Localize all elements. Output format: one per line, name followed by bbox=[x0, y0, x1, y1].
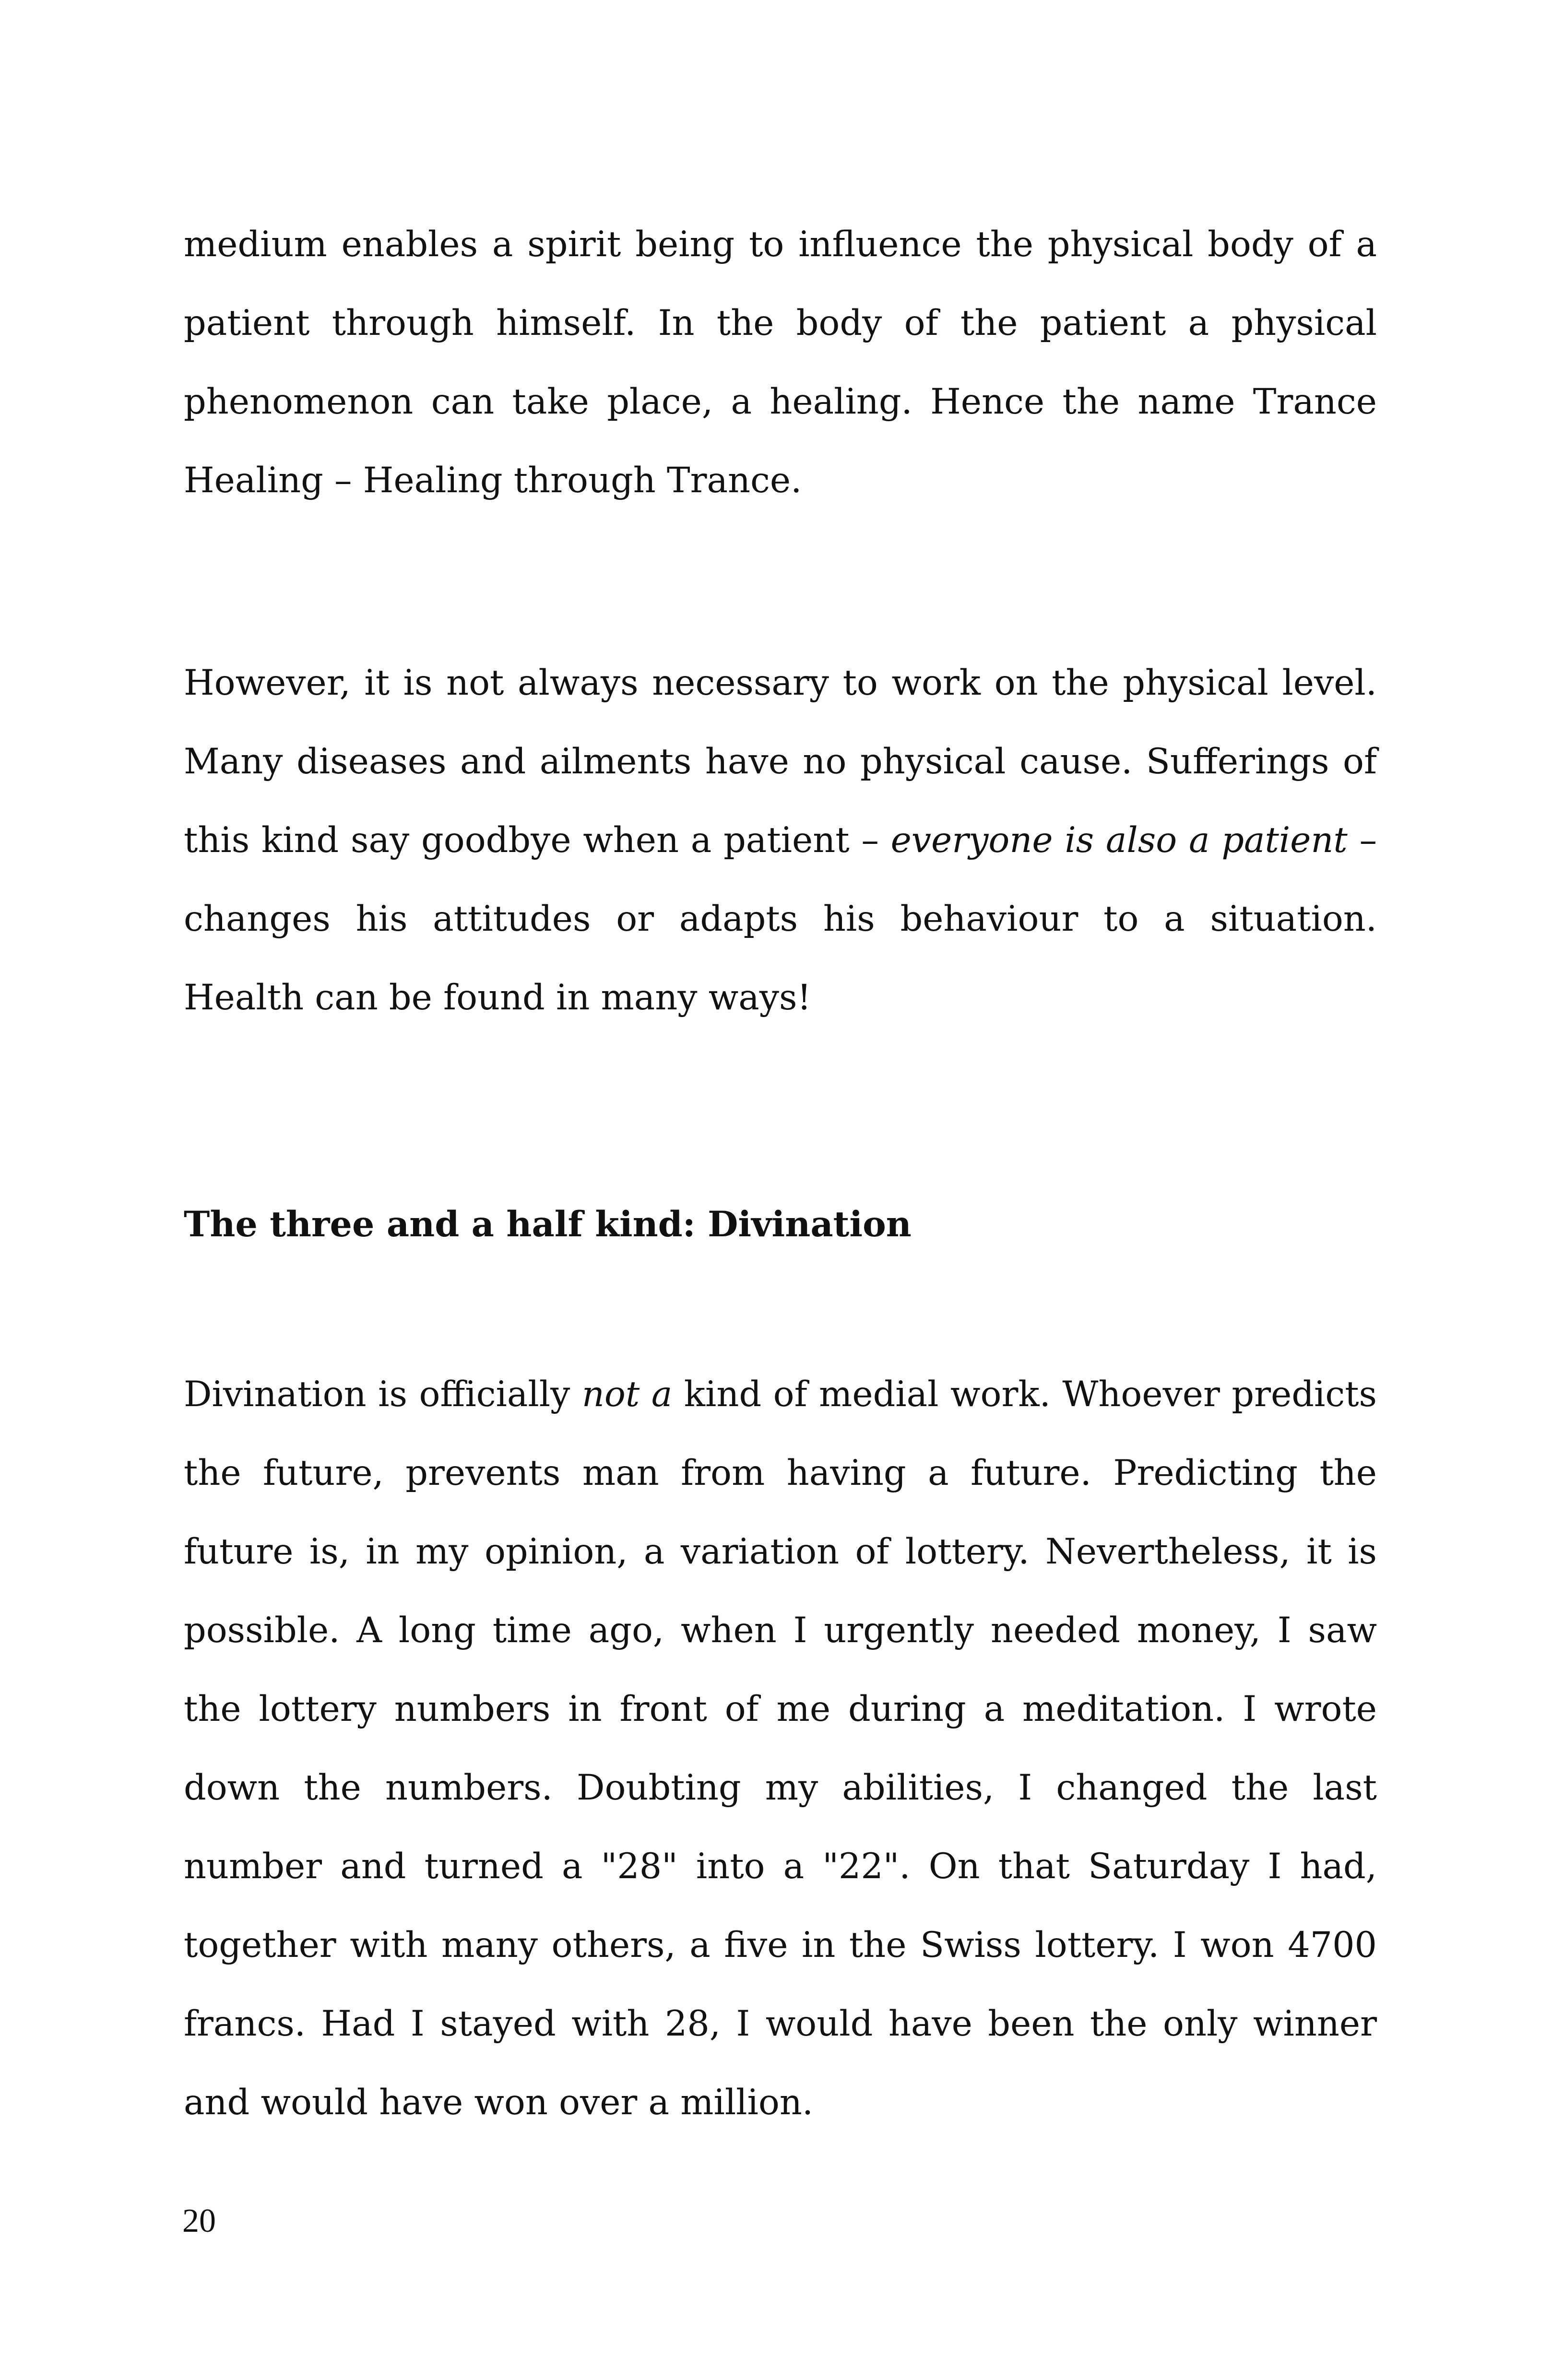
emphasis-text: not a bbox=[581, 1374, 673, 1415]
paragraph-text-part: kind of medial work. Whoever predicts the future, prevents man from having a future. Predicting the future is, in my opinion, a variation of lottery. Nevertheless, it is possible. A long time ago, when I urgently needed money, I saw the lottery numbers in front of me during a meditation. I wrote down the numbers. Doubting my abilities, I changed the last number and turned a "28" into a "22". On that Saturday I had, together with many others, a five in the Swiss lottery. I won 4700 francs. Had I stayed with 28, I would have been the only winner and would have won over a million. bbox=[184, 1374, 1377, 2123]
paragraph-text-part: Divination is officially bbox=[184, 1374, 582, 1415]
paragraph-physical-level bbox=[184, 644, 1377, 1037]
paragraph-trance-healing bbox=[184, 205, 1377, 520]
paragraph-divination bbox=[184, 1355, 1377, 2142]
emphasis-text: everyone is also a patient bbox=[890, 820, 1348, 861]
section-heading: The three and a half kind: Divination bbox=[184, 1204, 912, 1245]
paragraph-text: medium enables a spirit being to influence the physical body of a patient through himself. In the body of the patient a physical phenomenon can take place, a healing. Hence the name Trance Healing – Healing through Trance. bbox=[184, 224, 1377, 501]
paragraph-text-part: – changes his attitudes or adapts his behaviour to a situation. Health can be found in many ways! bbox=[184, 820, 1377, 1018]
paragraph-text-part: However, it is not always necessary to work on the physical level. Many diseases and ailments have no physical cause. Sufferings of this kind say goodbye when a patient – bbox=[184, 663, 1377, 861]
page-number: 20 bbox=[182, 2202, 216, 2239]
